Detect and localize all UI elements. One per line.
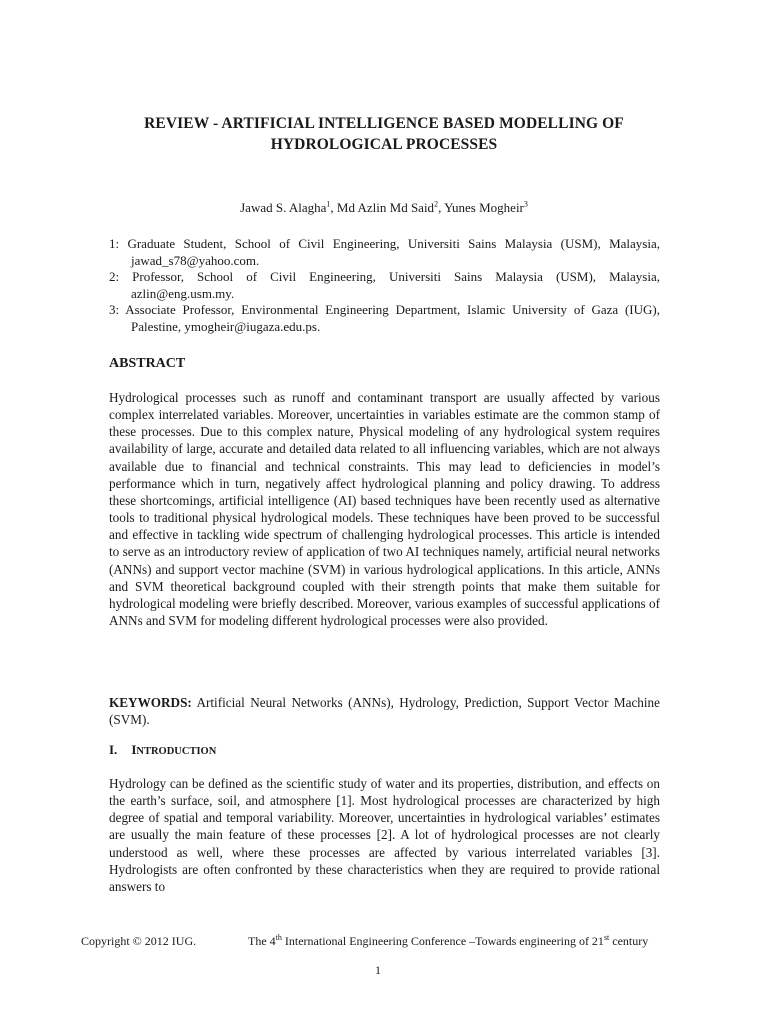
- affiliation-list: [109, 236, 660, 335]
- title-line-2: HYDROLOGICAL PROCESSES: [270, 136, 498, 153]
- author-name: Md Azlin Md Said: [336, 200, 435, 215]
- author-affil-mark: 3: [523, 199, 528, 209]
- section-number: I.: [109, 742, 118, 757]
- footer-conf-sup: th: [275, 933, 282, 942]
- introduction-body: Hydrology can be defined as the scientific study of water and its properties, distribution, and effects on the earth’s surface, soil, and atmosphere [1]. Most hydrological processes are characterized by high degree of spatial and temporal variability. Moreover, uncertainties in hydrological variables’ estimates are usually the main feature of these processes [2]. A lot of hydrological processes are not clearly understood as well, where these processes are affected by various interrelated variables [3]. Hydrologists are often confronted by these characteristics when they are required to provide rational answers to: [109, 776, 660, 894]
- paper-title: [60, 113, 708, 155]
- author-name: Jawad S. Alagha: [240, 200, 327, 215]
- author-name: Yunes Mogheir: [444, 200, 524, 215]
- footer-copyright: Copyright © 2012 IUG.: [81, 934, 197, 948]
- affiliation-item: 3: Associate Professor, Environmental Engineering Department, Islamic University of Gaza (IUG), Palestine, ymogheir@iugaza.edu.ps.: [109, 302, 660, 334]
- author-affil-mark: 2: [434, 199, 439, 209]
- affiliation-item: 2: Professor, School of Civil Engineering, Universiti Sains Malaysia (USM), Malaysia, azlin@eng.usm.my.: [109, 269, 660, 301]
- abstract-heading: ABSTRACT: [109, 356, 186, 371]
- section-title-initial: I: [131, 742, 137, 757]
- footer-conf-text: International Engineering Conference –Towards engineering of 21: [281, 934, 604, 948]
- section-title-rest: NTRODUCTION: [136, 746, 217, 757]
- section-heading-introduction: [109, 741, 216, 761]
- author-list: Jawad S. Alagha$^1$, Md Azlin Md Said$^2$, Yunes Mogheir$^3$: [240, 199, 528, 215]
- keywords-text: Artificial Neural Networks (ANNs), Hydrology, Prediction, Support Vector Machine (SVM).: [109, 695, 660, 728]
- footer-conference: [248, 933, 648, 949]
- keywords-paragraph: [109, 694, 660, 728]
- title-line-1: REVIEW - ARTIFICIAL INTELLIGENCE BASED MODELLING OF: [144, 115, 624, 132]
- footer-conf-sup: st: [603, 933, 610, 942]
- page-number: 1: [375, 963, 381, 977]
- affiliation-item: 1: Graduate Student, School of Civil Engineering, Universiti Sains Malaysia (USM), Malaysia, jawad_s78@yahoo.com.: [109, 236, 660, 268]
- abstract-body: Hydrological processes such as runoff and contaminant transport are usually affected by various complex interrelated variables. Moreover, uncertainties in variables estimate are the common stamp of these processes. Due to this complex nature, Physical modeling of any hydrological system requires availability of large, accurate and detailed data related to all influencing variables, which are not always available due to financial and technical constraints. This may lead to deficiencies in model’s performance which in turn, negatively affect hydrological planning and policy drawing. To address these shortcomings, artificial intelligence (AI) based techniques have been recently used as alternative tools to traditional physical hydrological models. These techniques have been proved to be successful and effective in tackling wide spectrum of challenging hydrological processes. This article is intended to serve as an introductory review of application of two AI techniques namely, artificial neural networks (ANNs) and support vector machine (SVM) in various hydrological applications. In this article, ANNs and SVM theoretical background coupled with their strength points that make them suitable for hydrological modeling were briefly described. Moreover, various examples of successful applications of ANNs and SVM for modeling different hydrological processes were also provided.: [109, 390, 660, 629]
- footer-conf-text: The 4: [248, 934, 276, 948]
- author-affil-mark: 1: [326, 199, 331, 209]
- keywords-label: KEYWORDS:: [109, 695, 192, 710]
- footer-conf-text: century: [609, 934, 649, 948]
